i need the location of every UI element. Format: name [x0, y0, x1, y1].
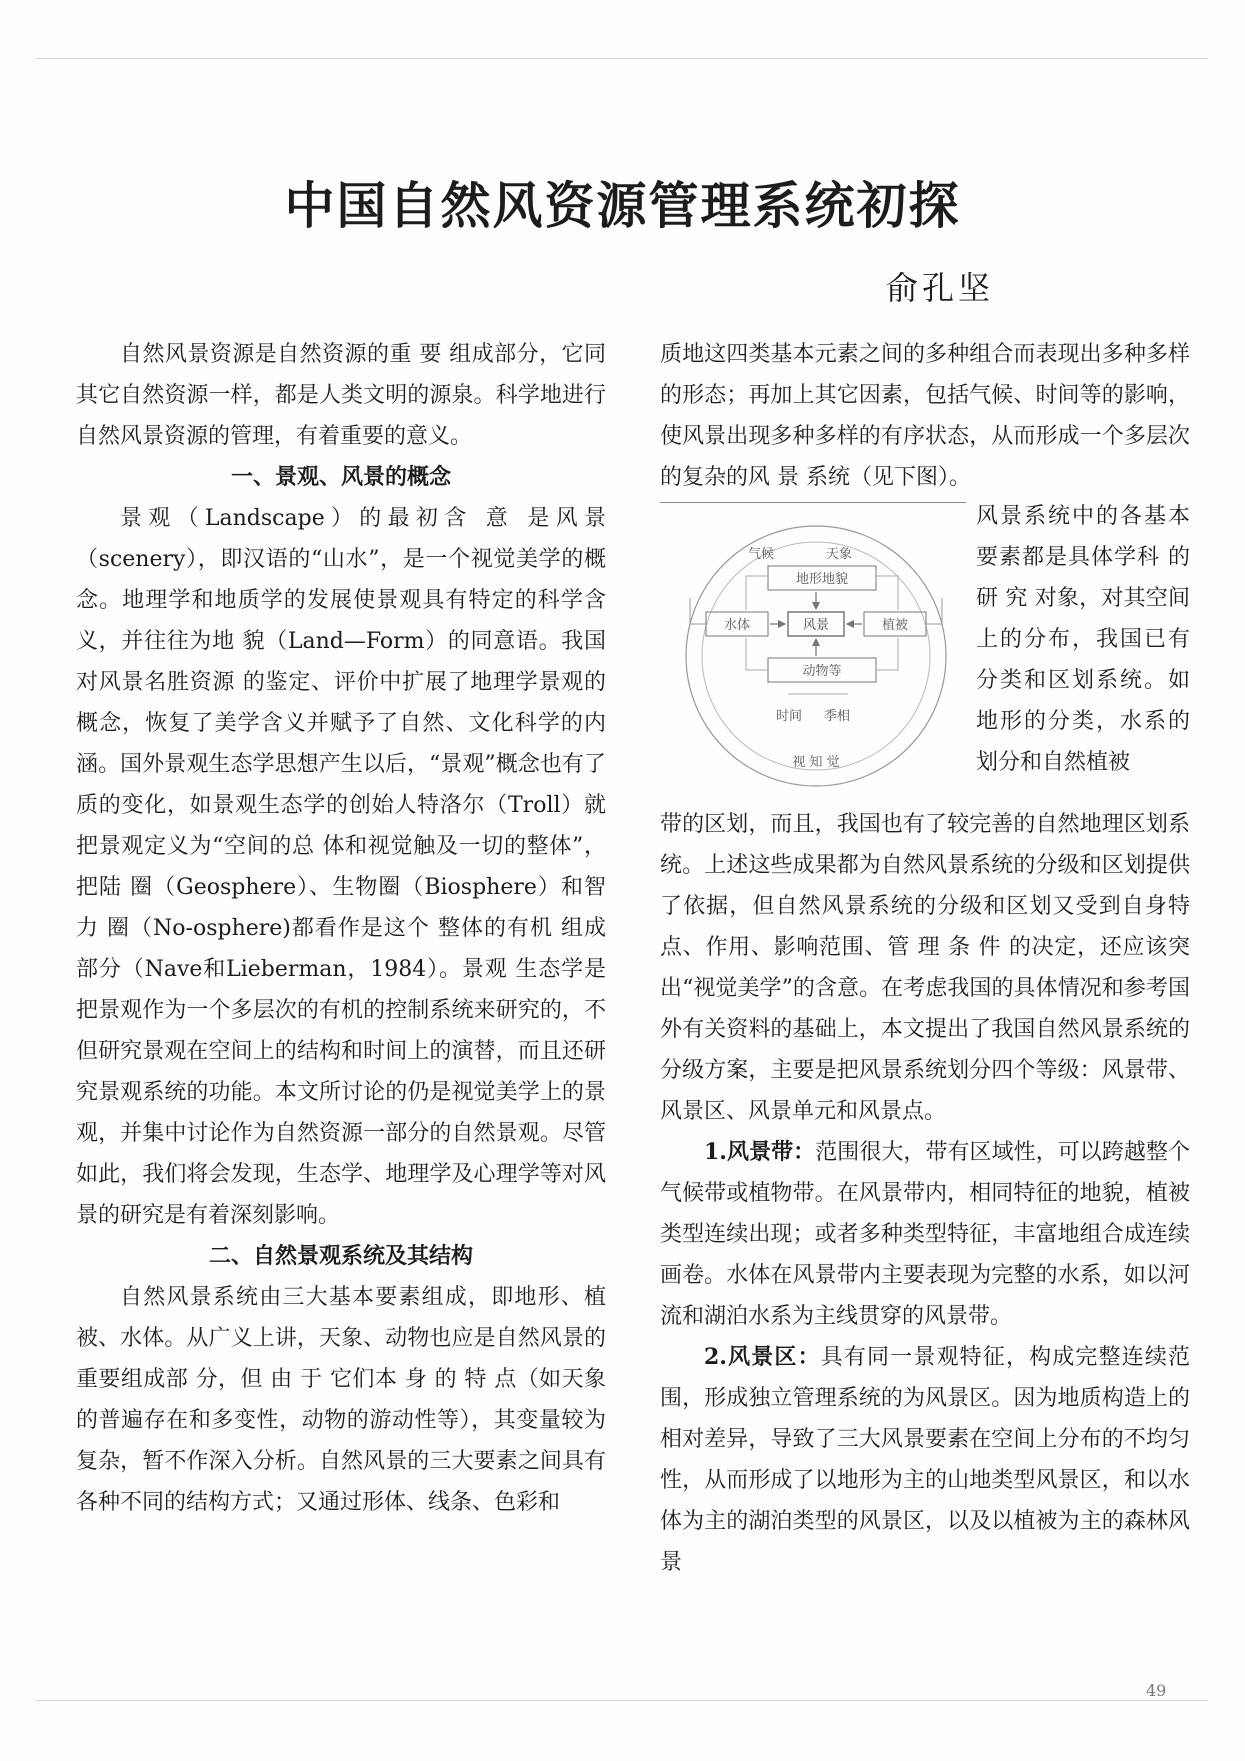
figure-wrap-text: 风景系统中的各基本要素都是具体学科 的 研 究 对象，对其空间上的分布，我国已有分类和区划系统。如地形的分类，水系的划分和自然植被: [976, 504, 1190, 775]
scenic-area-title: 2.风景区：: [704, 1344, 821, 1370]
article-title: 中国自然风资源管理系统初探: [284, 176, 961, 235]
label-landscape: 风景: [802, 618, 830, 633]
top-rule: [36, 58, 1208, 59]
label-vegetation: 植被: [881, 618, 909, 633]
label-sky: 天象: [826, 547, 853, 562]
label-season: 季相: [824, 709, 851, 724]
label-perception: 视 知 觉: [792, 755, 840, 770]
concept-paragraph: 景观（Landscape）的最初含 意 是风景（scenery），即汉语的“山水”，是一个视觉美学的概念。地理学和地质学的发展使景观具有特定的科学含义，并往往为地 貌（Land—Form）的同意语。我国对风景名胜资源 的鉴定、评价中扩展了地理学景观的概念，恢复了美学含义并赋予了自然、文化科学的内涵。国外景观生态学思想产生以后，“景观”概念也有了质的变化，如景观生态学的创始人特洛尔（Troll）就把景观定义为“空间的总 体和视觉触及一切的整体”，把陆 圈（Geosphere）、生物圈（Biosphere）和智力 圈（No-osphere)都看作是这个 整体的有机 组成部分（Nave和Lieberman，1984）。景观 生态学是把景观作为一个多层次的有机的控制系统来研究的，不但研究景观在空间上的结构和时间上的演替，而且还研究景观系统的功能。本文所讨论的仍是视觉美学上的景观，并集中讨论作为自然资源一部分的自然景观。尽管如此，我们将会发现，生态学、地理学及心理学等对风景的研究是有着深刻影响。: [76, 506, 606, 1228]
scenic-belt-paragraph: [660, 1132, 1190, 1337]
label-animals: 动物等: [802, 664, 842, 679]
figure-top-rule: [660, 502, 966, 503]
section-heading-1: 一、景观、风景的概念: [230, 464, 451, 490]
scenic-area-body: 具有同一景观特征，构成完整连续范围，形成独立管理系统的为风景区。因为地质构造上的相对差异，导致了三大风景要素在空间上分布的不均匀性，从而形成了以地形为主的山地类型风景区，和以水体为主的湖泊类型的风景区，以及以植被为主的森林风景: [660, 1345, 1190, 1575]
author-name: 俞孔坚: [886, 269, 995, 307]
scenic-area-paragraph: [660, 1337, 1190, 1583]
scenic-belt-body: 范围很大，带有区域性，可以跨越整个气候带或植物带。在风景带内，相同特征的地貌，植被类型连续出现；或者多种类型特征，丰富地组合成连续画卷。水体在风景带内主要表现为完整的水系，如以河流和湖泊水系为主线贯穿的风景带。: [660, 1140, 1190, 1329]
scenic-belt-title: 1.风景带：: [704, 1139, 816, 1165]
structure-paragraph: 自然风景系统由三大基本要素组成，即地形、植被、水体。从广义上讲，天象、动物也应是自然风景的重要组成部 分，但 由 于 它们本 身 的 特 点（如天象的普遍存在和多变性，动物的游动性等），其变量较为复杂，暂不作深入分析。自然风景的三大要素之间具有各种不同的结构方式；又通过形体、线条、色彩和: [76, 1285, 606, 1515]
label-water: 水体: [723, 618, 751, 633]
label-terrain: 地形地貌: [795, 572, 849, 587]
classification-paragraph: 带的区划，而且，我国也有了较完善的自然地理区划系统。上述这些成果都为自然风景系统的分级和区划提供了依据，但自然风景系统的分级和区划又受到自身特点、作用、影响范围、管 理 条 件 的决定，还应该突出“视觉美学”的含意。在考虑我国的具体情况和参考国外有关资料的基础上，本文提出了我国自然风景系统的分级方案，主要是把风景系统划分四个等级：风景带、风景区、风景单元和风景点。: [660, 812, 1190, 1124]
label-climate: 气候: [748, 547, 775, 562]
landscape-system-diagram: [676, 508, 956, 798]
left-column: [76, 334, 606, 1523]
right-column: [660, 334, 1190, 1583]
intro-paragraph: 自然风景资源是自然资源的重 要 组成部分，它同其它自然资源一样，都是人类文明的源泉。科学地进行自然风景资源的管理，有着重要的意义。: [76, 342, 606, 449]
bottom-rule: [36, 1700, 1208, 1701]
section-heading-2: 二、自然景观系统及其结构: [208, 1243, 473, 1269]
structure-continued-paragraph: 质地这四类基本元素之间的多种组合而表现出多种多样的形态；再加上其它因素，包括气候、时间等的影响，使风景出现多种多样的有序状态，从而形成一个多层次的复杂的风 景 系统（见下图）。: [660, 342, 1190, 490]
page-number: 49: [1146, 1681, 1167, 1700]
figure-block: [660, 502, 1190, 804]
label-time: 时间: [776, 709, 803, 724]
